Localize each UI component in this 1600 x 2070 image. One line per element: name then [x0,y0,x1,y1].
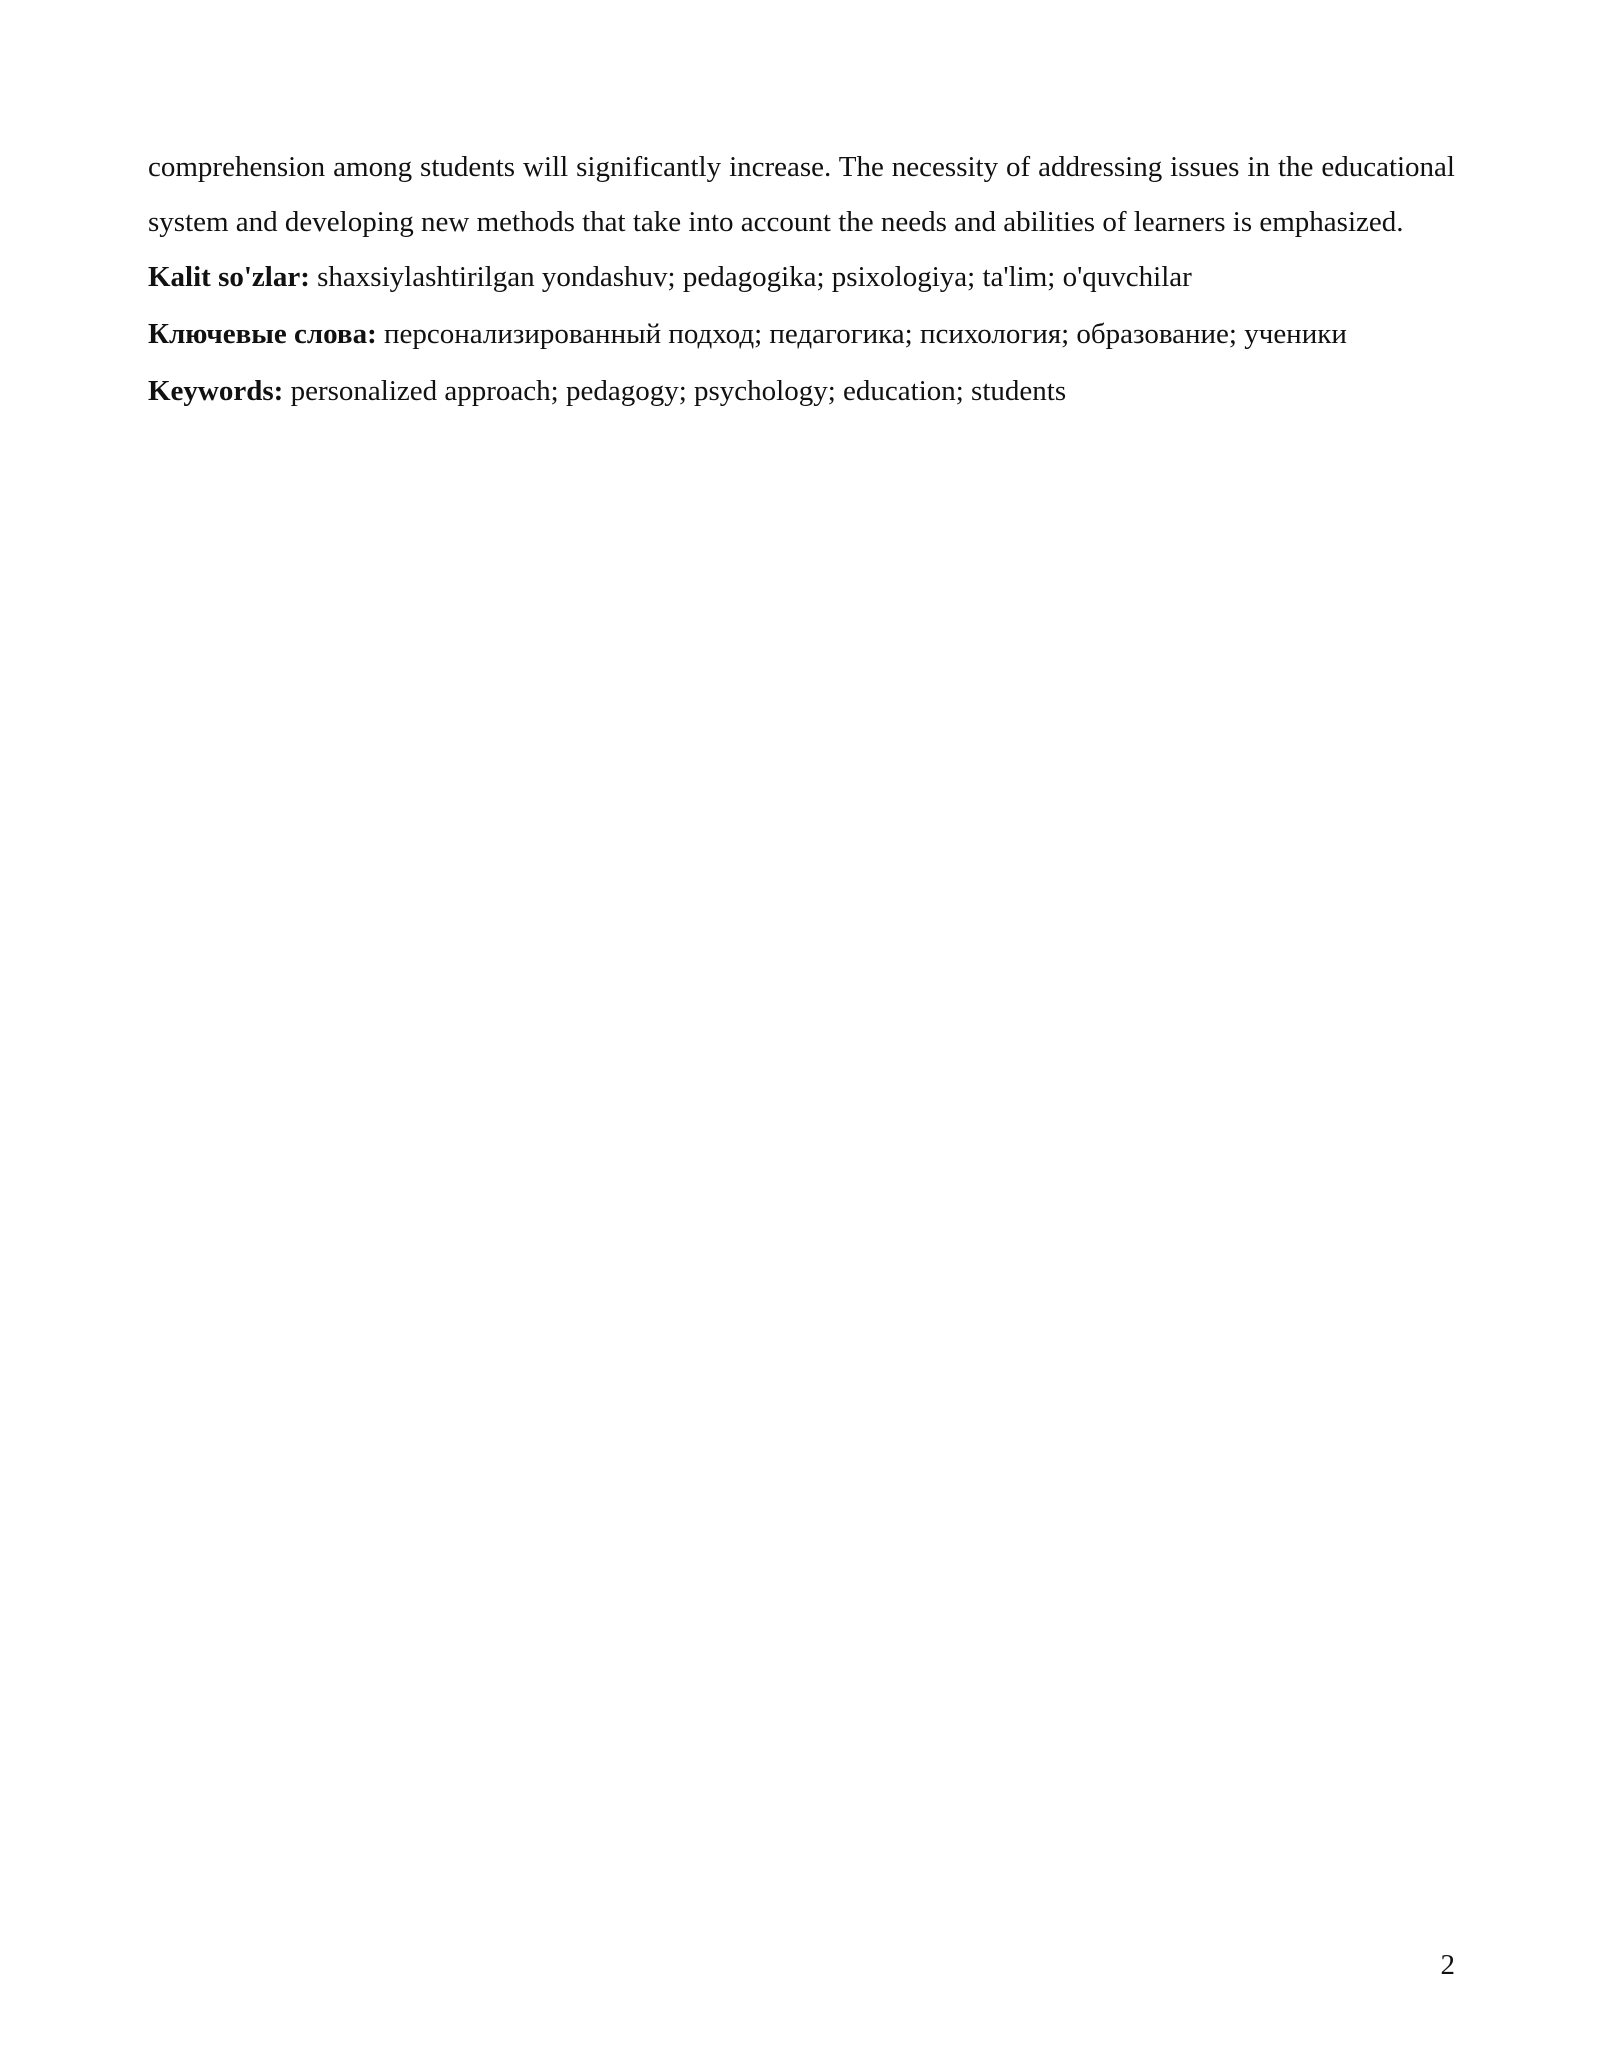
keywords-russian-label: Ключевые слова: [148,318,377,350]
keywords-english-label: Keywords: [148,375,284,407]
abstract-paragraph: comprehension among students will significantly increase. The necessity of addressing issues in the educational system and developing new methods that take into account the needs and abilities of learners is emphasized. [148,151,1455,238]
keywords-uzbek-label: Kalit so'zlar: [148,261,310,293]
keywords-english [148,364,1455,419]
document-body [148,140,1455,419]
keywords-uzbek [148,250,1455,305]
page-number: 2 [1440,1949,1455,1981]
keywords-russian [148,307,1455,362]
keywords-russian-text: персонализированный подход; педагогика; психология; образование; ученики [384,318,1347,350]
keywords-english-text: personalized approach; pedagogy; psychology; education; students [290,375,1067,407]
keywords-uzbek-text: shaxsiylashtirilgan yondashuv; pedagogika; psixologiya; ta'lim; o'quvchilar [317,261,1192,293]
